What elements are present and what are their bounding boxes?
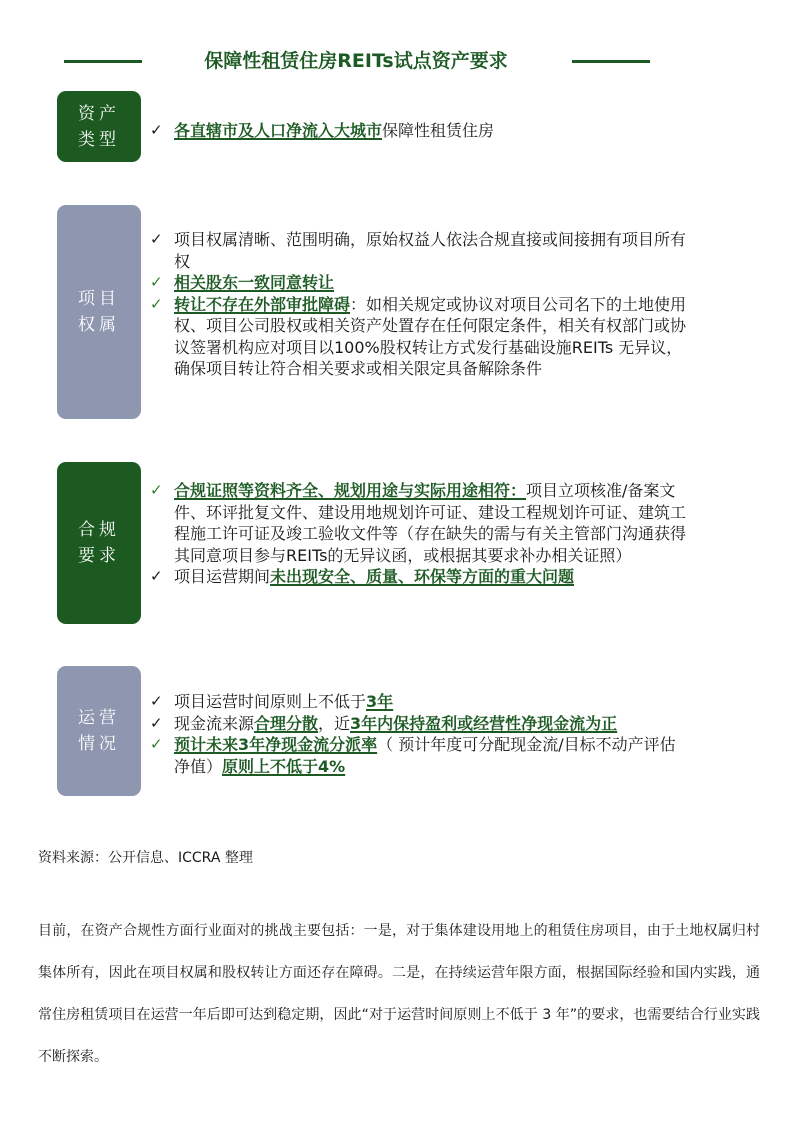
title-left-rule bbox=[64, 60, 142, 63]
body-paragraph: 目前，在资产合规性方面行业面对的挑战主要包括：一是，对于集体建设用地上的租赁住房项目，由于土地权属归村集体所有，因此在项目权属和股权转让方面还存在障碍。二是，在持续运营年限方面，根据国际经验和国内实践，通常住房租赁项目在运营一年后即可达到稳定期，因此“对于运营时间原则上不低于 3 年”的要求，也需要结合行业实践不断探索。 bbox=[38, 923, 760, 1065]
item-text: 项目运营时间原则上不低于 bbox=[174, 692, 367, 711]
item-text: 现金流来源 bbox=[174, 713, 255, 733]
section-compliance bbox=[150, 480, 690, 588]
check-icon: ✓ bbox=[150, 273, 163, 291]
list-item bbox=[150, 294, 690, 380]
check-icon: ✓ bbox=[150, 481, 163, 499]
list-item bbox=[150, 480, 690, 566]
check-icon: ✓ bbox=[150, 713, 163, 732]
page-title: 保障性租赁住房REITs试点资产要求 bbox=[204, 50, 508, 72]
list-item bbox=[150, 229, 690, 272]
item-text: ，近 bbox=[318, 713, 351, 733]
item-text: 项目运营期间 bbox=[174, 567, 271, 586]
list-item bbox=[150, 713, 690, 735]
item-text: ：如相关规定或协议对项目公司名下的土地使用权、项目公司股权或相关资产处置存在任何限定条件，相关有权部门或协议签署机构应对项目以100%股权转让方式发行基础设施REITs 无异议，确保项目转让符合相关要求或相关限定具备解除条件 bbox=[174, 294, 687, 378]
section-asset-type bbox=[150, 120, 690, 142]
item-text: （ 预计年度可分配现金流/目标不动产评估净值） bbox=[174, 735, 676, 776]
badge-asset-type-label: 资产类型 bbox=[78, 103, 120, 150]
section-operations bbox=[150, 691, 690, 777]
badge-asset-type bbox=[57, 91, 141, 162]
item-text: 项目权属清晰、范围明确，原始权益人依法合规直接或间接拥有项目所有权 bbox=[174, 230, 687, 271]
highlight-text: 相关股东一致同意转让 bbox=[174, 273, 335, 292]
badge-ownership-label: 项目权属 bbox=[78, 289, 120, 335]
highlight-text: 3年内保持盈利或经营性净现金流为正 bbox=[350, 713, 618, 733]
check-icon: ✓ bbox=[150, 230, 163, 248]
list-item bbox=[150, 120, 690, 142]
highlight-text: 转让不存在外部审批障碍 bbox=[174, 294, 351, 314]
check-icon: ✓ bbox=[150, 294, 163, 313]
highlight-text: 未出现安全、质量、环保等方面的重大问题 bbox=[270, 567, 575, 586]
title-row bbox=[0, 46, 794, 76]
highlight-text: 3年 bbox=[366, 692, 394, 711]
check-icon: ✓ bbox=[150, 735, 163, 753]
list-item bbox=[150, 566, 690, 588]
item-text: 保障性租赁住房 bbox=[382, 121, 495, 140]
list-item bbox=[150, 691, 690, 713]
highlight-text: 原则上不低于4% bbox=[222, 756, 346, 776]
highlight-text: 各直辖市及人口净流入大城市 bbox=[174, 121, 383, 140]
highlight-text: 预计未来3年净现金流分派率 bbox=[174, 735, 378, 754]
badge-compliance bbox=[57, 462, 141, 624]
highlight-text: 合理分散 bbox=[254, 713, 319, 733]
item-text: 项目立项核准/备案文件、环评批复文件、建设用地规划许可证、建设工程规划许可证、建筑工程施工许可证及竣工验收文件等（存在缺失的需与有关主管部门沟通获得其同意项目参与REITs的无异议函，或根据其要求补办相关证照） bbox=[174, 481, 687, 565]
badge-ownership bbox=[57, 205, 141, 419]
badge-operations-label: 运营情况 bbox=[78, 708, 120, 754]
source-note: 资料来源：公开信息、ICCRA 整理 bbox=[38, 850, 253, 866]
title-right-rule bbox=[572, 60, 650, 63]
list-item bbox=[150, 272, 690, 294]
section-ownership bbox=[150, 229, 690, 380]
badge-compliance-label: 合规要求 bbox=[78, 520, 120, 566]
check-icon: ✓ bbox=[150, 121, 163, 139]
list-item bbox=[150, 734, 690, 777]
badge-operations bbox=[57, 666, 141, 796]
check-icon: ✓ bbox=[150, 692, 163, 710]
highlight-text: 合规证照等资料齐全、规划用途与实际用途相符： bbox=[174, 481, 527, 500]
check-icon: ✓ bbox=[150, 567, 163, 585]
